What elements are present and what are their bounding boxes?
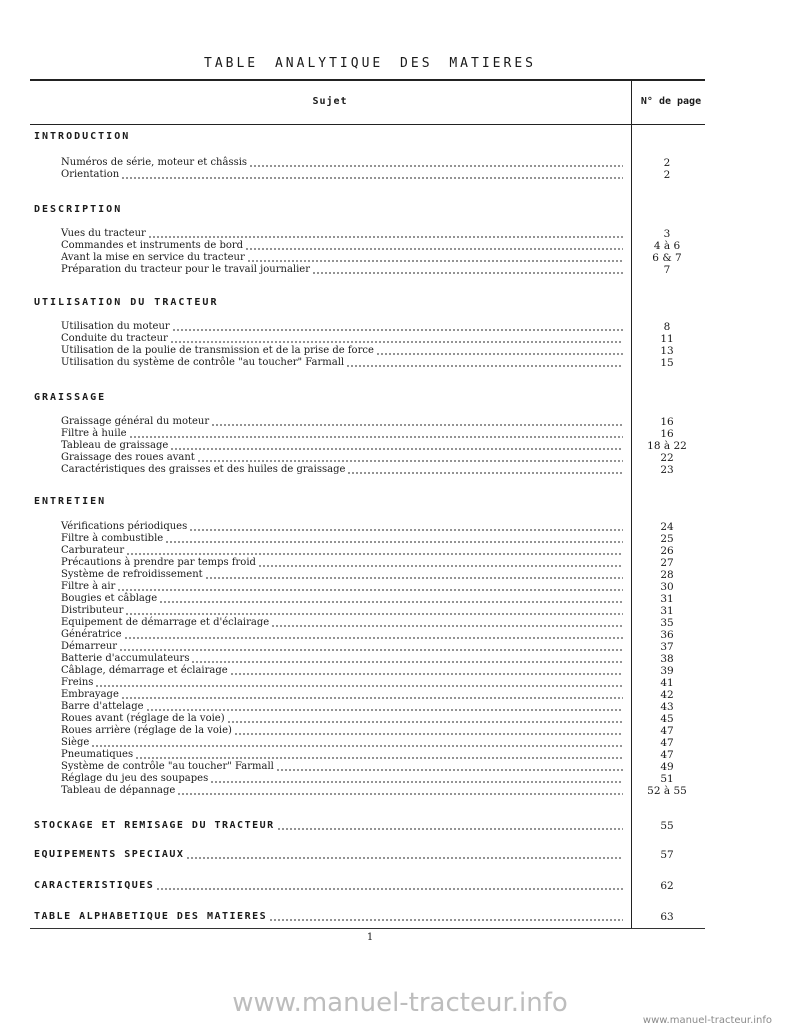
toc-entry-label: Utilisation du moteur bbox=[61, 321, 170, 332]
toc-entry-page: 23 bbox=[660, 464, 674, 476]
toc-entry bbox=[61, 321, 623, 333]
dot-leader bbox=[177, 793, 623, 795]
toc-entry-label: Barre d'attelage bbox=[61, 701, 144, 712]
toc-entry bbox=[61, 333, 623, 345]
toc-entry bbox=[61, 452, 623, 464]
toc-entry bbox=[61, 749, 623, 761]
watermark-main: www.manuel-tracteur.info bbox=[232, 988, 568, 1018]
toc-entry bbox=[61, 713, 623, 725]
dot-leader bbox=[258, 565, 623, 567]
toc-entry bbox=[61, 228, 623, 240]
toc-entry-page: 2 bbox=[663, 169, 671, 181]
toc-entry-label: Utilisation de la poulie de transmission et de la prise de force bbox=[61, 345, 374, 356]
toc-entry-page: 28 bbox=[660, 569, 674, 581]
toc-entry-label: Préparation du tracteur pour le travail journalier bbox=[61, 264, 311, 275]
toc-entry-label: Avant la mise en service du tracteur bbox=[61, 252, 245, 263]
toc-entry-page: 35 bbox=[660, 617, 674, 629]
column-header-subject: Sujet bbox=[312, 96, 348, 107]
toc-entry bbox=[61, 545, 623, 557]
toc-entry bbox=[61, 701, 623, 713]
toc-entry bbox=[61, 169, 623, 181]
toc-entry-page: 26 bbox=[660, 545, 674, 557]
toc-entry-label: Système de contrôle "au toucher" Farmall bbox=[61, 761, 274, 772]
dot-leader bbox=[277, 828, 623, 830]
toc-entry bbox=[61, 677, 623, 689]
watermark-small: www.manuel-tracteur.info bbox=[642, 1015, 772, 1026]
toc-entry bbox=[61, 785, 623, 797]
toc-entry-label: Siège bbox=[61, 737, 90, 748]
dot-leader bbox=[210, 781, 623, 783]
toc-entry-label: Caractéristiques des graisses et des huiles de graissage bbox=[61, 464, 346, 475]
toc-entry-page: 31 bbox=[660, 593, 674, 605]
toc-entry-label: Bougies et câblage bbox=[61, 593, 158, 604]
toc-entry bbox=[61, 264, 623, 276]
dot-leader bbox=[234, 733, 623, 735]
toc-entry-page: 43 bbox=[660, 701, 674, 713]
dot-leader bbox=[170, 341, 623, 343]
dot-leader bbox=[197, 460, 623, 462]
toc-entry bbox=[61, 629, 623, 641]
toc-entry-page: 3 bbox=[663, 228, 671, 240]
toc-entry-label: Filtre à air bbox=[61, 581, 116, 592]
section-graissage: GRAISSAGE bbox=[34, 392, 107, 403]
toc-entry-page: 38 bbox=[660, 653, 674, 665]
dot-leader bbox=[95, 685, 623, 687]
toc-entry-label: Tableau de graissage bbox=[61, 440, 169, 451]
dot-leader bbox=[269, 919, 623, 921]
toc-entry bbox=[61, 252, 623, 264]
toc-entry-label: Graissage général du moteur bbox=[61, 416, 210, 427]
toc-entry bbox=[34, 849, 623, 861]
dot-leader bbox=[191, 661, 623, 663]
toc-entry-page: 57 bbox=[660, 849, 674, 861]
header-rule bbox=[30, 124, 705, 125]
toc-entry-label: Démarreur bbox=[61, 641, 118, 652]
toc-entry bbox=[61, 773, 623, 785]
toc-entry-page: 18 à 22 bbox=[647, 440, 687, 452]
toc-entry bbox=[61, 557, 623, 569]
toc-entry-label: Pneumatiques bbox=[61, 749, 134, 760]
column-divider bbox=[631, 79, 632, 928]
dot-leader bbox=[170, 448, 623, 450]
dot-leader bbox=[186, 857, 623, 859]
toc-entry-label: Câblage, démarrage et éclairage bbox=[61, 665, 228, 676]
dot-leader bbox=[276, 769, 623, 771]
toc-entry bbox=[61, 617, 623, 629]
toc-entry-page: 16 bbox=[660, 416, 674, 428]
toc-entry-page: 63 bbox=[660, 911, 674, 923]
toc-entry-label: Carburateur bbox=[61, 545, 125, 556]
dot-leader bbox=[249, 165, 623, 167]
toc-entry-page: 39 bbox=[660, 665, 674, 677]
toc-entry-page: 13 bbox=[660, 345, 674, 357]
dot-leader bbox=[227, 721, 623, 723]
toc-entry-page: 52 à 55 bbox=[647, 785, 687, 797]
toc-entry-label: Distributeur bbox=[61, 605, 124, 616]
toc-entry-page: 7 bbox=[663, 264, 671, 276]
toc-entry-page: 22 bbox=[660, 452, 674, 464]
page-number: 1 bbox=[366, 932, 374, 943]
toc-entry-page: 45 bbox=[660, 713, 674, 725]
toc-entry bbox=[34, 911, 623, 923]
toc-entry-label: Numéros de série, moteur et châssis bbox=[61, 157, 248, 168]
toc-entry-label: Vues du tracteur bbox=[61, 228, 146, 239]
toc-entry-page: 2 bbox=[663, 157, 671, 169]
toc-entry-page: 15 bbox=[660, 357, 674, 369]
dot-leader bbox=[205, 577, 623, 579]
toc-entry-page: 11 bbox=[660, 333, 674, 345]
dot-leader bbox=[156, 888, 623, 890]
dot-leader bbox=[211, 424, 623, 426]
toc-entry bbox=[61, 665, 623, 677]
toc-entry bbox=[61, 593, 623, 605]
dot-leader bbox=[125, 613, 623, 615]
toc-entry-label: Filtre à huile bbox=[61, 428, 127, 439]
toc-entry-page: 47 bbox=[660, 725, 674, 737]
toc-entry-page: 25 bbox=[660, 533, 674, 545]
toc-entry bbox=[61, 653, 623, 665]
toc-entry-page: 4 à 6 bbox=[653, 240, 681, 252]
toc-entry-label: Roues avant (réglage de la voie) bbox=[61, 713, 225, 724]
section-entretien: ENTRETIEN bbox=[34, 496, 107, 507]
toc-entry bbox=[61, 240, 623, 252]
toc-entry-label: Conduite du tracteur bbox=[61, 333, 168, 344]
section-description: DESCRIPTION bbox=[34, 204, 123, 215]
toc-entry bbox=[61, 157, 623, 169]
toc-entry-page: 6 & 7 bbox=[652, 252, 682, 264]
toc-entry bbox=[61, 581, 623, 593]
toc-entry bbox=[61, 345, 623, 357]
toc-entry-label: Orientation bbox=[61, 169, 120, 180]
dot-leader bbox=[245, 248, 623, 250]
toc-entry bbox=[61, 761, 623, 773]
toc-entry-page: 30 bbox=[660, 581, 674, 593]
dot-leader bbox=[230, 673, 623, 675]
toc-entry-label: Système de refroidissement bbox=[61, 569, 203, 580]
toc-entry-label: Roues arrière (réglage de la voie) bbox=[61, 725, 232, 736]
dot-leader bbox=[346, 365, 623, 367]
toc-entry-label: Tableau de dépannage bbox=[61, 785, 176, 796]
dot-leader bbox=[91, 745, 623, 747]
toc-entry-page: 8 bbox=[663, 321, 671, 333]
toc-entry bbox=[61, 641, 623, 653]
toc-entry-page: 36 bbox=[660, 629, 674, 641]
dot-leader bbox=[129, 436, 623, 438]
toc-entry bbox=[61, 416, 623, 428]
table-bottom-rule bbox=[30, 928, 705, 929]
section-introduction: INTRODUCTION bbox=[34, 131, 131, 142]
toc-entry-label: Génératrice bbox=[61, 629, 122, 640]
dot-leader bbox=[247, 260, 623, 262]
toc-entry-label: CARACTERISTIQUES bbox=[34, 880, 155, 891]
toc-entry bbox=[61, 428, 623, 440]
toc-entry-label: Embrayage bbox=[61, 689, 119, 700]
toc-entry-page: 41 bbox=[660, 677, 674, 689]
toc-entry bbox=[61, 737, 623, 749]
toc-entry bbox=[61, 569, 623, 581]
toc-entry-page: 24 bbox=[660, 521, 674, 533]
dot-leader bbox=[126, 553, 623, 555]
toc-entry-page: 27 bbox=[660, 557, 674, 569]
table-top-rule bbox=[30, 79, 705, 81]
dot-leader bbox=[312, 272, 623, 274]
toc-entry-label: Equipement de démarrage et d'éclairage bbox=[61, 617, 270, 628]
section-utilisation: UTILISATION DU TRACTEUR bbox=[34, 297, 219, 308]
toc-entry-page: 55 bbox=[660, 820, 674, 832]
toc-entry bbox=[61, 725, 623, 737]
column-header-page: N° de page bbox=[640, 96, 702, 107]
toc-entry-label: Commandes et instruments de bord bbox=[61, 240, 244, 251]
toc-entry-page: 37 bbox=[660, 641, 674, 653]
dot-leader bbox=[135, 757, 623, 759]
toc-entry-page: 51 bbox=[660, 773, 674, 785]
dot-leader bbox=[172, 329, 623, 331]
toc-entry bbox=[61, 689, 623, 701]
toc-entry-label: Précautions à prendre par temps froid bbox=[61, 557, 256, 568]
toc-entry bbox=[61, 464, 623, 476]
toc-entry-label: STOCKAGE ET REMISAGE DU TRACTEUR bbox=[34, 820, 275, 831]
toc-entry-page: 47 bbox=[660, 749, 674, 761]
dot-leader bbox=[119, 649, 623, 651]
toc-entry-label: Utilisation du système de contrôle "au toucher" Farmall bbox=[61, 357, 345, 368]
toc-entry bbox=[61, 605, 623, 617]
toc-entry-page: 49 bbox=[660, 761, 674, 773]
toc-entry-label: Réglage du jeu des soupapes bbox=[61, 773, 209, 784]
dot-leader bbox=[189, 529, 623, 531]
toc-entry-label: Filtre à combustible bbox=[61, 533, 164, 544]
dot-leader bbox=[117, 589, 623, 591]
toc-entry-label: EQUIPEMENTS SPECIAUX bbox=[34, 849, 185, 860]
toc-entry-page: 31 bbox=[660, 605, 674, 617]
toc-entry-page: 16 bbox=[660, 428, 674, 440]
toc-entry bbox=[61, 533, 623, 545]
dot-leader bbox=[124, 637, 623, 639]
dot-leader bbox=[146, 709, 623, 711]
dot-leader bbox=[121, 697, 623, 699]
dot-leader bbox=[159, 601, 623, 603]
toc-entry-label: Graissage des roues avant bbox=[61, 452, 195, 463]
toc-entry-label: Vérifications périodiques bbox=[61, 521, 188, 532]
toc-entry bbox=[34, 880, 623, 892]
dot-leader bbox=[271, 625, 623, 627]
dot-leader bbox=[148, 236, 623, 238]
toc-entry-page: 47 bbox=[660, 737, 674, 749]
toc-entry-label: TABLE ALPHABETIQUE DES MATIERES bbox=[34, 911, 268, 922]
toc-entry-page: 62 bbox=[660, 880, 674, 892]
toc-entry-label: Freins bbox=[61, 677, 94, 688]
dot-leader bbox=[165, 541, 623, 543]
toc-entry-label: Batterie d'accumulateurs bbox=[61, 653, 190, 664]
toc-entry bbox=[34, 820, 623, 832]
toc-entry-page: 42 bbox=[660, 689, 674, 701]
toc-entry bbox=[61, 440, 623, 452]
dot-leader bbox=[347, 472, 623, 474]
dot-leader bbox=[376, 353, 623, 355]
toc-entry bbox=[61, 357, 623, 369]
page-title: TABLE ANALYTIQUE DES MATIERES bbox=[204, 56, 536, 71]
dot-leader bbox=[121, 177, 623, 179]
toc-entry bbox=[61, 521, 623, 533]
